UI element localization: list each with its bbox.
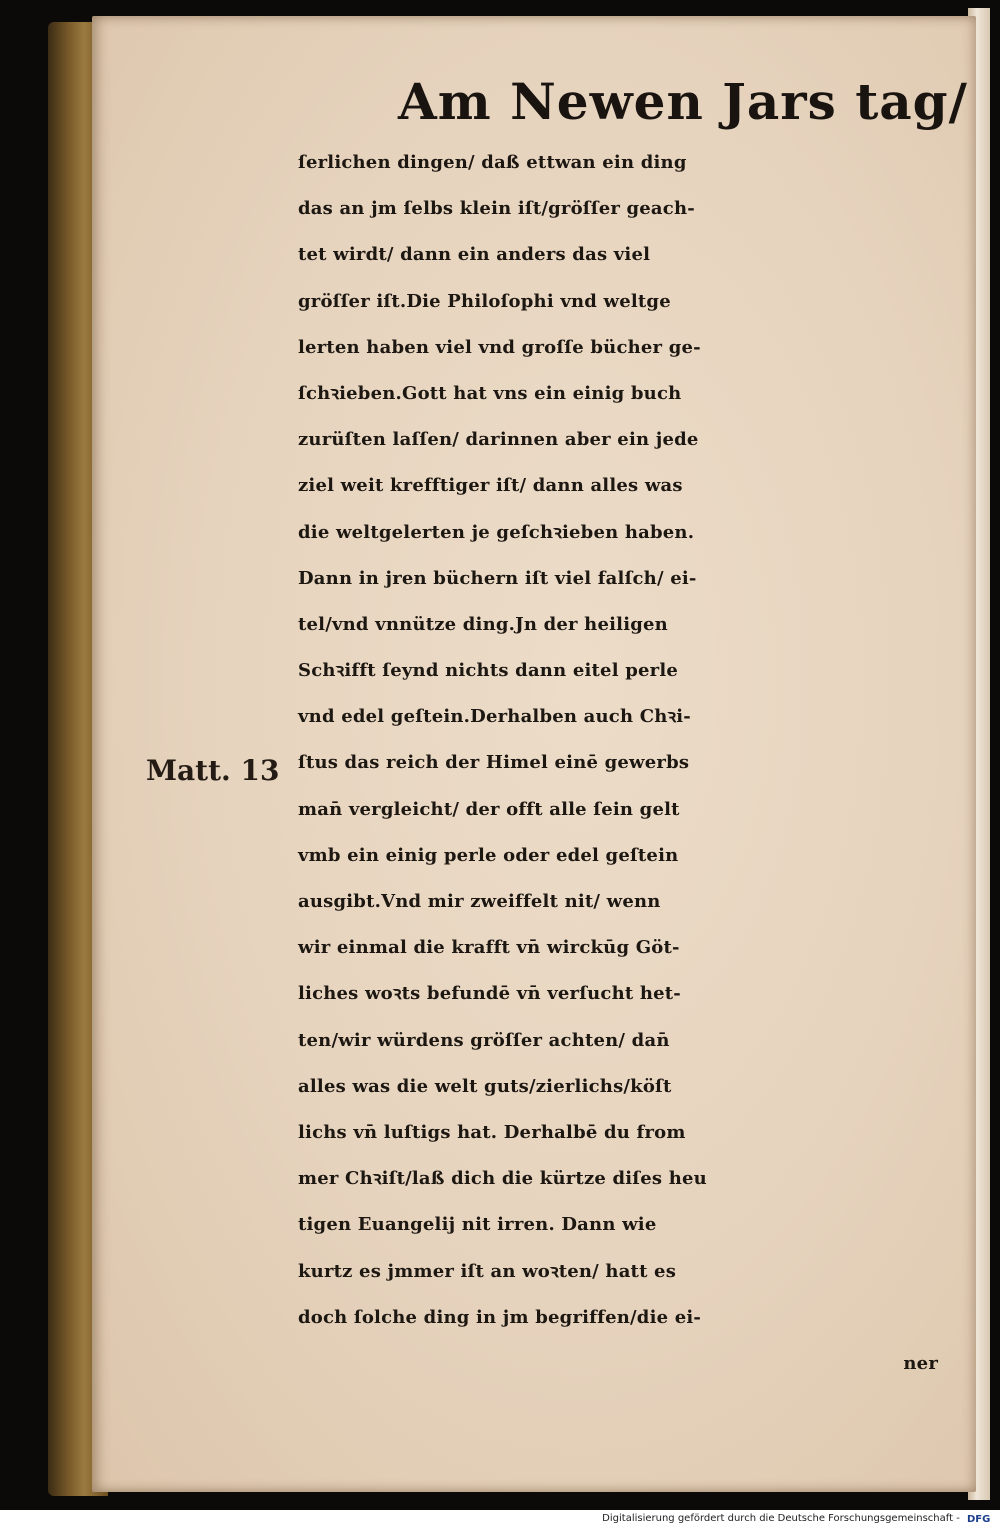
text-line: das an jm ſelbs klein iſt/gröſſer geach- (298, 198, 695, 220)
text-line: vmb ein einig perle oder edel geſtein (298, 844, 679, 866)
running-head: Am Newen Jars tag/ (398, 72, 968, 131)
text-line: ten/wir würdens gröſſer achten/ dan̄ (298, 1029, 670, 1051)
dfg-logo-text: DFG (967, 1514, 991, 1524)
text-line: lichs vn̄ luſtigs hat. Derhalbē du from (298, 1121, 686, 1143)
text-line: alles was die welt guts/zierlichs/köſt (298, 1075, 672, 1097)
text-line: man̄ vergleicht/ der offt alle ſein gelt (298, 798, 680, 820)
text-line: liches woꝛts befundē vn̄ verſucht het- (298, 983, 681, 1005)
text-block (298, 140, 958, 1387)
text-line: Schꝛifft ſeynd nichts dann eitel perle (298, 660, 679, 682)
text-line: gröſſer iſt.Die Philoſophi vnd weltge (298, 290, 671, 312)
text-line: tigen Euangelij nit irren. Dann wie (298, 1214, 657, 1236)
text-line: tel/vnd vnnütze ding.Jn der heiligen (298, 613, 668, 635)
text-line: mer Chꝛiſt/laß dich die kürtze diſes heu (298, 1168, 707, 1190)
text-line: wir einmal die krafft vn̄ wirckūg Göt- (298, 937, 680, 959)
text-line: doch ſolche ding in jm begriffen/die ei- (298, 1306, 702, 1328)
catchword: ner (903, 1352, 938, 1374)
text-line: zurüſten laſſen/ darinnen aber ein jede (298, 429, 699, 451)
text-line: ſtus das reich der Himel einē gewerbs (298, 752, 690, 774)
margin-note: Matt. 13 (146, 754, 280, 787)
text-line: Dann in jren büchern iſt viel falſch/ ei- (298, 567, 697, 589)
dfg-logo-icon (966, 1512, 992, 1524)
text-line: ausgibt.Vnd mir zweiffelt nit/ wenn (298, 891, 661, 912)
text-line: lerten haben viel vnd groſſe bücher ge- (298, 336, 701, 358)
text-line: ſchꝛieben.Gott hat vns ein einig buch (298, 382, 682, 404)
text-line: die weltgelerten je geſchꝛieben haben. (298, 521, 695, 543)
text-line: tet wirdt/ dann ein anders das viel (298, 244, 651, 266)
text-line: kurtz es jmmer iſt an woꝛten/ hatt es (298, 1260, 677, 1282)
credit-text: Digitalisierung gefördert durch die Deutsche Forschungsgemeinschaft - (602, 1513, 960, 1524)
text-line: ſerlichen dingen/ daß ettwan ein ding (298, 152, 687, 173)
text-line: vnd edel geſtein.Derhalben auch Chꝛi- (298, 706, 691, 728)
credit-line (602, 1512, 992, 1524)
text-line: ziel weit krefftiger iſt/ dann alles was (298, 475, 683, 497)
